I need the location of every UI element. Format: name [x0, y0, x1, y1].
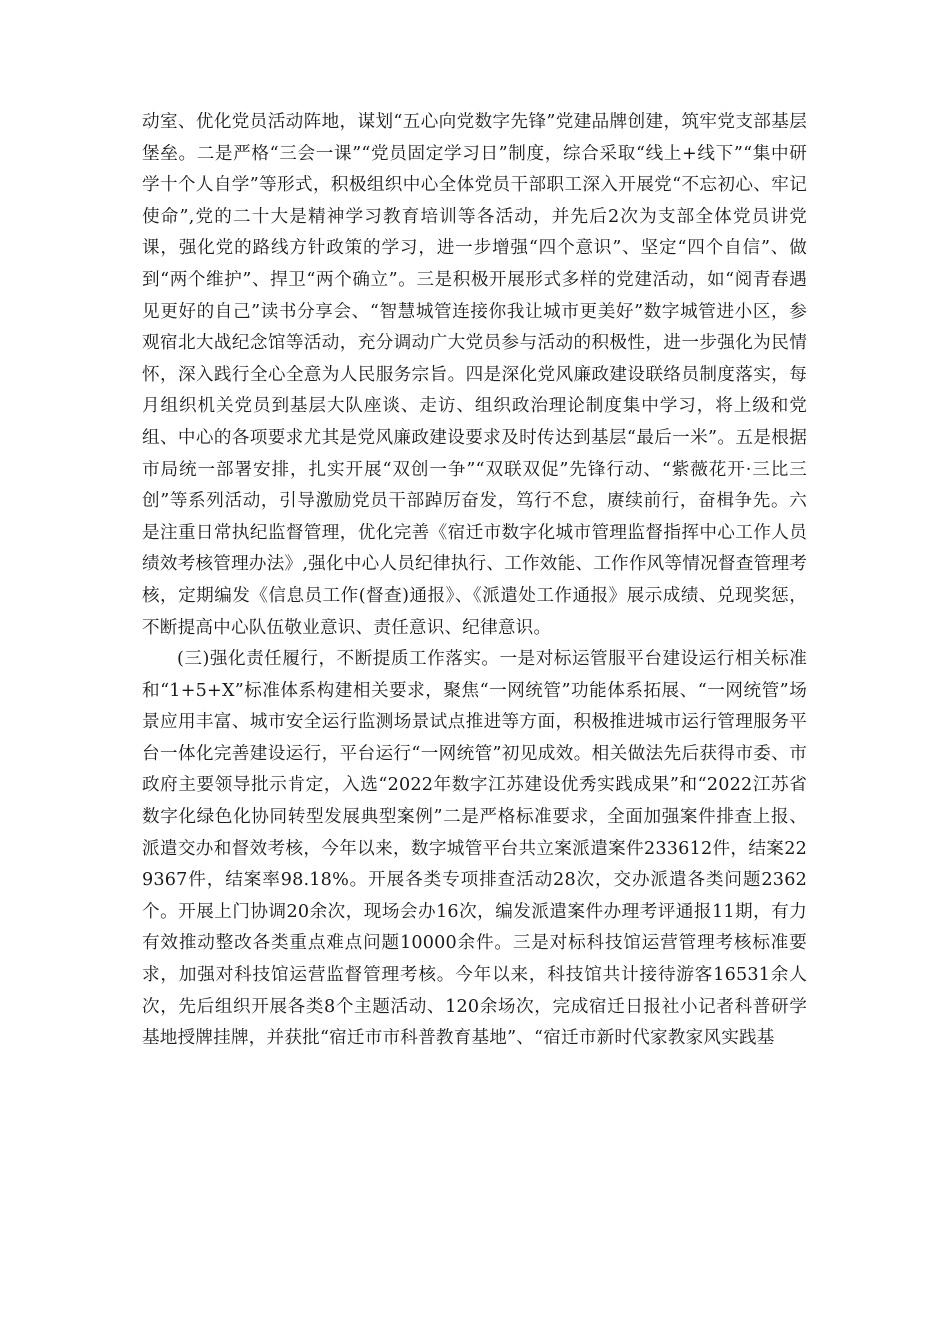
paragraph-party-building: 动室、优化党员活动阵地，谋划“五心向党数字先锋”党建品牌创建，筑牢党支部基层堡垒。二是严格“三会一课”“党员固定学习日”制度，综合采取“线上+线下”“集中研学十个人自学”等形式，积极组织中心全体党员干部职工深入开展党“不忘初心、牢记使命”,党的二十大是精神学习教育培训等各活动，并先后2次为支部全体党员讲党课，强化党的路线方针政策的学习，进一步增强“四个意识”、坚定“四个自信”、做到“两个维护”、捍卫“两个确立”。三是积极开展形式多样的党建活动，如“阅青春遇见更好的自己”读书分享会、“智慧城管连接你我让城市更美好”数字城管进小区，参观宿北大战纪念馆等活动，充分调动广大党员参与活动的积极性，进一步强化为民情怀，深入践行全心全意为人民服务宗旨。四是深化党风廉政建设联络员制度落实，每月组织机关党员到基层大队座谈、走访、组织政治理论制度集中学习，将上级和党组、中心的各项要求尤其是党风廉政建设要求及时传达到基层“最后一米”。五是根据市局统一部署安排，扎实开展“双创一争”“双联双促”先锋行动、“紫薇花开·三比三创”等系列活动，引导激励党员干部踔厉奋发，笃行不怠，赓续前行，奋楫争先。六是注重日常执纪监督管理，优化完善《宿迁市数字化城市管理监督指挥中心工作人员绩效考核管理办法》,强化中心人员纪律执行、工作效能、工作作风等情况督查管理考核，定期编发《信息员工作(督查)通报》、《派遣处工作通报》展示成绩、兑现奖惩，不断提高中心队伍敬业意识、责任意识、纪律意识。: [142, 112, 807, 638]
paragraph-responsibility: (三)强化责任履行，不断提质工作落实。一是对标运管服平台建设运行相关标准和“1+5+X”标准体系构建相关要求，聚焦“一网统管”功能体系拓展、“一网统管”场景应用丰富、城市安全运行监测场景试点推进等方面，积极推进城市运行管理服务平台一体化完善建设运行，平台运行“一网统管”初见成效。相关做法先后获得市委、市政府主要领导批示肯定，入选“2022年数字江苏建设优秀实践成果”和“2022江苏省数字化绿色化协同转型发展典型案例”二是严格标准要求，全面加强案件排查上报、派遣交办和督效考核，今年以来，数字城管平台共立案派遣案件233612件，结案229367件，结案率98.18%。开展各类专项排查活动28次，交办派遣各类问题2362个。开展上门协调20余次，现场会办16次，编发派遣案件办理考评通报11期，有力有效推动整改各类重点难点问题10000余件。三是对标科技馆运营管理考核标准要求，加强对科技馆运营监督管理考核。今年以来，科技馆共计接待游客16531余人次，先后组织开展各类8个主题活动、120余场次，完成宿迁日报社小记者科普研学基地授牌挂牌，并获批“宿迁市市科普教育基地”、“宿迁市新时代家教家风实践基: [142, 649, 807, 1049]
document-body: [142, 107, 807, 1055]
